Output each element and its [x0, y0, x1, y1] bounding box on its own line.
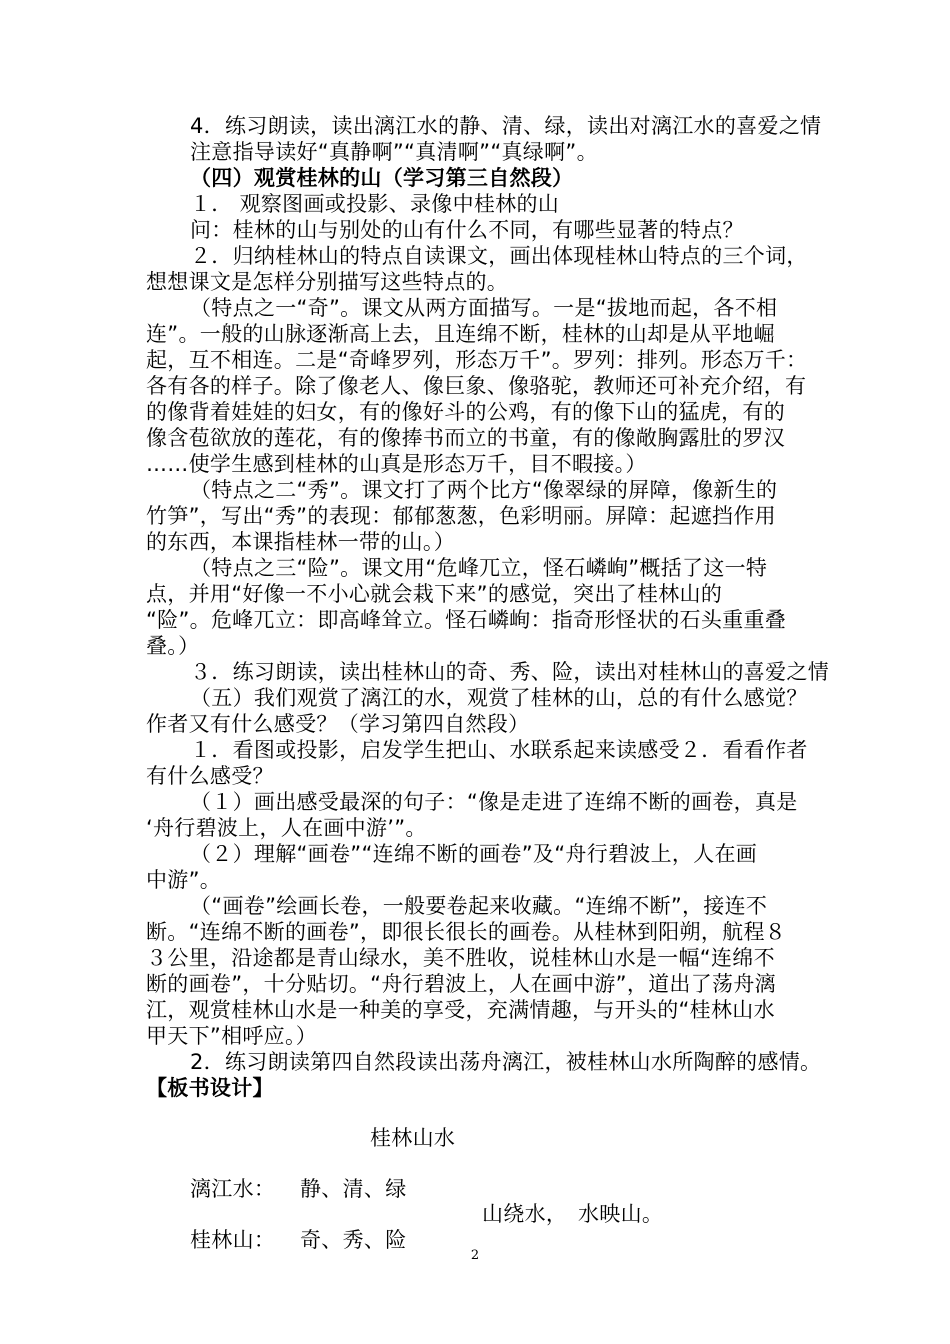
- page-number: 2: [470, 1248, 480, 1263]
- text-line: 点，并用“好像一不小心就会栽下来”的感觉，突出了桂林山的: [146, 582, 723, 606]
- text-line: 甲天下”相呼应。）: [146, 1024, 318, 1048]
- text-line: ‘舟行碧波上，人在画中游’”。: [146, 816, 427, 840]
- board-summary: 山绕水， 水映山。: [482, 1202, 664, 1226]
- board-mountain-traits: 奇、秀、险: [300, 1228, 407, 1252]
- text-line: ３．练习朗读，读出桂林山的奇、秀、险，读出对桂林山的喜爱之情: [190, 660, 829, 684]
- text-line: ３公里，沿途都是青山绿水，美不胜收，说桂林山水是一幅“连绵不: [146, 946, 775, 970]
- text-line: 起，互不相连。二是“奇峰罗列，形态万千”。罗列：排列。形态万千：: [146, 348, 808, 372]
- text-line: 的像背着娃娃的妇女，有的像好斗的公鸡，有的像下山的猛虎，有的: [146, 400, 785, 424]
- text-line: （特点之三“险”。课文用“危峰兀立，怪石嶙峋”概括了这一特: [190, 556, 768, 580]
- text-line: 问：桂林的山与别处的山有什么不同，有哪些显著的特点？: [190, 218, 744, 242]
- text-line: 注意指导读好“真静啊”“真清啊”“真绿啊”。: [190, 140, 598, 164]
- text-line: （１）画出感受最深的句子：“像是走进了连绵不断的画卷，真是: [190, 790, 798, 814]
- text-line: 江，观赏桂林山水是一种美的享受，充满情趣，与开头的“桂林山水: [146, 998, 775, 1022]
- text-line: “险”。危峰兀立：即高峰耸立。怪石嶙峋：指奇形怪状的石头重重叠: [146, 608, 787, 632]
- text-line: （特点之二“秀”。课文打了两个比方“像翠绿的屏障，像新生的: [190, 478, 778, 502]
- board-mountain-label: 桂林山：: [190, 1228, 276, 1252]
- text-line: ２．归纳桂林山的特点自读课文，画出体现桂林山特点的三个词，: [190, 244, 808, 268]
- text-line: 中游”。: [146, 868, 222, 892]
- text-line: 断的画卷”，十分贴切。“舟行碧波上，人在画中游”，道出了荡舟漓: [146, 972, 776, 996]
- section-heading: 【板书设计】: [146, 1076, 274, 1100]
- text-line: 的东西，本课指桂林一带的山。）: [146, 530, 455, 554]
- text-line: １． 观察图画或投影、录像中桂林的山: [190, 192, 560, 216]
- section-heading: （四）观赏桂林的山（学习第三自然段）: [190, 166, 574, 190]
- text-line: 连”。一般的山脉逐渐高上去，且连绵不断，桂林的山却是从平地崛: [146, 322, 775, 346]
- board-title: 桂林山水: [370, 1126, 456, 1150]
- text-line: 2．练习朗读第四自然段读出荡舟漓江，被桂林山水所陶醉的感情。: [190, 1050, 822, 1074]
- text-line: （五）我们观赏了漓江的水，观赏了桂林的山，总的有什么感觉？: [190, 686, 808, 710]
- text-line: （特点之一“奇”。课文从两方面描写。一是“拔地而起，各不相: [190, 296, 778, 320]
- text-line: 各有各的样子。除了像老人、像巨象、像骆驼，教师还可补充介绍，有: [146, 374, 807, 398]
- text-line: 有什么感受？: [146, 764, 274, 788]
- board-water-label: 漓江水：: [190, 1177, 276, 1201]
- text-line: 竹笋”，写出“秀”的表现：郁郁葱葱，色彩明丽。屏障：起遮挡作用: [146, 504, 776, 528]
- text-line: 像含苞欲放的莲花，有的像捧书而立的书童，有的像敞胸露肚的罗汉: [146, 426, 785, 450]
- text-line: 作者又有什么感受？（学习第四自然段）: [146, 712, 530, 736]
- text-line: １．看图或投影，启发学生把山、水联系起来读感受２．看看作者: [190, 738, 808, 762]
- text-line: ……使学生感到桂林的山真是形态万千，目不暇接。）: [146, 452, 647, 476]
- text-line: 断。“连绵不断的画卷”，即很长很长的画卷。从桂林到阳朔，航程８: [146, 920, 787, 944]
- board-water-traits: 静、清、绿: [300, 1177, 407, 1201]
- text-line: 叠。）: [146, 634, 200, 658]
- text-line: 4．练习朗读，读出漓江水的静、清、绿，读出对漓江水的喜爱之情: [190, 114, 822, 138]
- text-line: 想想课文是怎样分别描写这些特点的。: [146, 270, 509, 294]
- text-line: （２）理解“画卷”“连绵不断的画卷”及“舟行碧波上，人在画: [190, 842, 758, 866]
- text-line: （“画卷”绘画长卷，一般要卷起来收藏。“连绵不断”，接连不: [190, 894, 768, 918]
